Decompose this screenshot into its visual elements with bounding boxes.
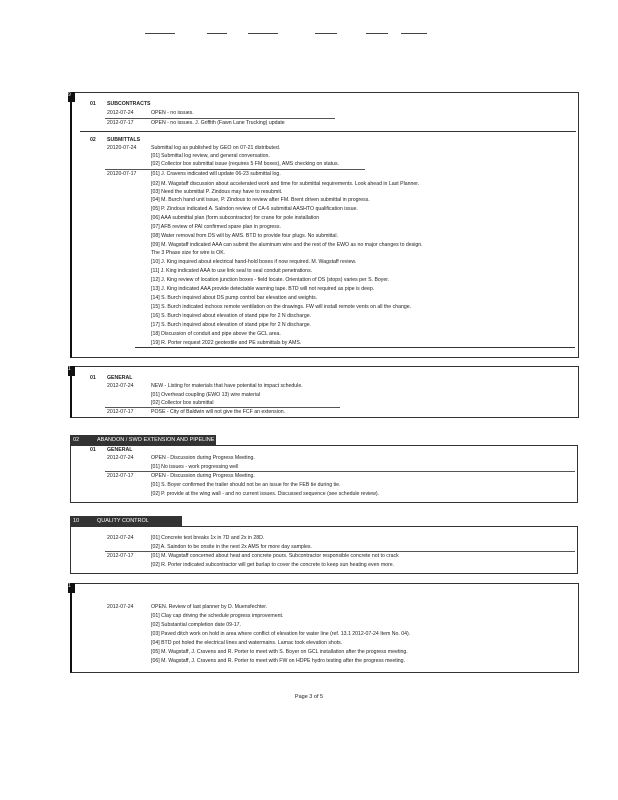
row-text: Submittal log as published by GEO on 07-21 distributed. <box>151 145 281 151</box>
row-text: [04] M. Burch hand unit issue, P. Zindous to review after FM. Brent driven submittal in progress. <box>151 197 370 203</box>
item-title: SUBMITTALS <box>107 137 141 143</box>
section-marker-label: 1 <box>68 583 71 589</box>
row-text: NEW - Listing for materials that have potential to impact schedule. <box>151 383 303 389</box>
row-text: [12] J. King review of location junction boxes - field locate. Orientation of DS (stops) varies per S. Boyer. <box>151 277 390 283</box>
row-text: [05] P. Zindous indicated A. Salndon review of CA-6 submittal AASHTO qualification issue. <box>151 206 358 212</box>
row-text: OPEN - Discussion during Progress Meeting. <box>151 473 255 479</box>
row-text: [02] Substantial completion date 09-17. <box>151 622 241 628</box>
section-bar-title: ABANDON / SWO EXTENSION AND PIPELINE <box>97 437 215 443</box>
row-text: [02] P. provide at the wing wall - and no current issues. Discussed sequence (see schedule review). <box>151 491 379 497</box>
row-text: [13] J. King indicated AAA provide detectable warning tape. BTD will not required as pipe is deep. <box>151 286 375 292</box>
section-bar <box>70 516 182 526</box>
row-text: [08] Water removal from DS will by AMS. BTD to provide four plugs. No submittal. <box>151 233 338 239</box>
row-date: 2012-07-17 <box>107 409 134 415</box>
row-text: [11] J. King indicated AAA to use link seal to seal conduit penetrations. <box>151 268 313 274</box>
section-general <box>70 366 579 418</box>
header-blank-1 <box>145 33 175 34</box>
row-text: [01] No issues - work progressing well <box>151 464 239 470</box>
header-blank-2 <box>207 33 227 34</box>
row-text: [10] J. King inquired about electrical hand-hold boxes if now required. M. Wagstaff review. <box>151 259 357 265</box>
row-text: [04] BTD pot holed the electrical lines and watermains. Lamac took elevation shots. <box>151 640 343 646</box>
row-text: [03] Need the submittal P. Zindous may have to resubmit. <box>151 189 283 195</box>
section-marker-label: 9 <box>68 92 71 98</box>
row-text: [06] M. Wagstaff, J. Cravens and R. Porter to meet with FW on HDPE hydro testing after the progress meeting. <box>151 658 406 664</box>
row-text: [02] Collector box submittal <box>151 400 214 406</box>
row-date: 2012-07-24 <box>107 455 134 461</box>
row-text: [15] S. Burch indicated inchoos remote ventilation on the drawings. FW will install remote vents on all the change. <box>151 304 412 310</box>
header-blank-4 <box>315 33 337 34</box>
row-text: OPEN - no issues. J. Griffith (Fawn Lane Trucking) update <box>151 120 285 126</box>
header-blank-5 <box>366 33 388 34</box>
row-date: 20120-07-24 <box>107 145 137 151</box>
row-text: [05] M. Wagstaff, J. Cravens and R. Porter to meet with S. Boyer on GCL installation after the progress meeting. <box>151 649 408 655</box>
row-divider <box>105 407 340 408</box>
row-text: OPEN - Discussion during Progress Meeting. <box>151 455 255 461</box>
row-text: [07] AFB review of PAI confirmed spare plan in progress. <box>151 224 281 230</box>
section-marker-label: 10 <box>73 518 80 524</box>
item-title: GENERAL <box>107 375 133 381</box>
row-text: [19] R. Porter request 2022 geotextile and PE submittals by AMS. <box>151 340 302 346</box>
row-text: [02] Collector box submittal issue (requires 5 FM boxes), AMS checking on status. <box>151 161 339 167</box>
row-text: [09] M. Wagstaff indicated AAA can submit the aluminum wire and the rest of the EWO as no major changes to design. <box>151 242 423 248</box>
row-text: [14] S. Burch inquired about DS pump control bar elevation and weights. <box>151 295 318 301</box>
row-date: 2012-07-17 <box>107 473 134 479</box>
row-divider <box>135 347 575 348</box>
row-divider <box>105 551 575 552</box>
section-marker-label: 1 <box>68 366 71 372</box>
item-number: 01 <box>90 101 96 107</box>
item-divider <box>80 131 576 132</box>
header-blank-6 <box>401 33 427 34</box>
row-date: 2012-07-17 <box>107 120 134 126</box>
row-text: [01] Clay cap driving the schedule progress improvement. <box>151 613 284 619</box>
row-text: [01] Submittal log review, and general conversation. <box>151 153 270 159</box>
row-text: [02] A. Saindon to be onsite in the next 2x AMS for more day samples. <box>151 544 312 550</box>
row-text: [02] M. Wagstaff discussion about accelerated work and time for submittal requirements. Look ahead in Last Planner. <box>151 181 420 187</box>
row-text: [03] Paved ditch work on hold in area where conflict of elevation for water line (ref. 13.1 2012-07-24 Item No. 04). <box>151 631 411 637</box>
section-marker <box>68 583 75 593</box>
row-text: [01] Concrete test breaks 1x in 7D and 2x in 28D. <box>151 535 265 541</box>
row-date: 2012-07-24 <box>107 110 134 116</box>
item-title: SUBCONTRACTS <box>107 101 151 107</box>
item-number: 01 <box>90 375 96 381</box>
section-marker <box>68 366 75 376</box>
row-text: [17] S. Burch inquired about elevation of stand pipe for 2 N discharge. <box>151 322 312 328</box>
section-marker-label: 02 <box>73 437 80 443</box>
row-text: [01] S. Boyer confirmed the trailer should not be an issue for the FEB tie during tie. <box>151 482 341 488</box>
section-marker <box>68 92 75 102</box>
row-date: 20120-07-17 <box>107 171 137 177</box>
item-title: GENERAL <box>107 447 133 453</box>
page-number: Page 3 of 5 <box>294 694 324 700</box>
item-number: 02 <box>90 137 96 143</box>
row-text: [06] AAA submittal plan (form subcontractor) for crane for pole installation <box>151 215 320 221</box>
row-text: [01] Overhead coupling (EWO 13) wire material <box>151 392 260 398</box>
row-text: POSE - City of Baldwin will not give the FCF an extension. <box>151 409 286 415</box>
section-bar-title: QUALITY CONTROL <box>97 518 149 524</box>
row-text: [16] S. Burch inquired about elevation of stand pipe for 2 N discharge. <box>151 313 312 319</box>
row-divider <box>105 169 365 170</box>
row-divider <box>105 471 575 472</box>
row-text: OPEN. Review of last planner by D. Muensfechter. <box>151 604 268 610</box>
row-date: 2012-07-24 <box>107 535 134 541</box>
row-text: [02] R. Porter indicated subcontractor will get burlap to cover the concrete to keep sun heating even more. <box>151 562 395 568</box>
row-date: 2012-07-24 <box>107 383 134 389</box>
row-text: [01] J. Cravens indicated will update 06-23 submittal log. <box>151 171 281 177</box>
row-date: 2012-07-24 <box>107 604 134 610</box>
row-text: [18] Discussion of conduit and pipe above the GCL area. <box>151 331 281 337</box>
header-blank-3 <box>248 33 278 34</box>
row-text: The 3 Phase size for wire is OK. <box>151 250 226 256</box>
row-text: OPEN - no issues. <box>151 110 194 116</box>
row-divider <box>105 118 335 119</box>
row-date: 2012-07-17 <box>107 553 134 559</box>
section-bar <box>70 435 216 445</box>
row-text: [01] M. Wagstaff concerned about heat and concrete pours. Subcontractor responsible concrete not to crack <box>151 553 399 559</box>
item-number: 01 <box>90 447 96 453</box>
